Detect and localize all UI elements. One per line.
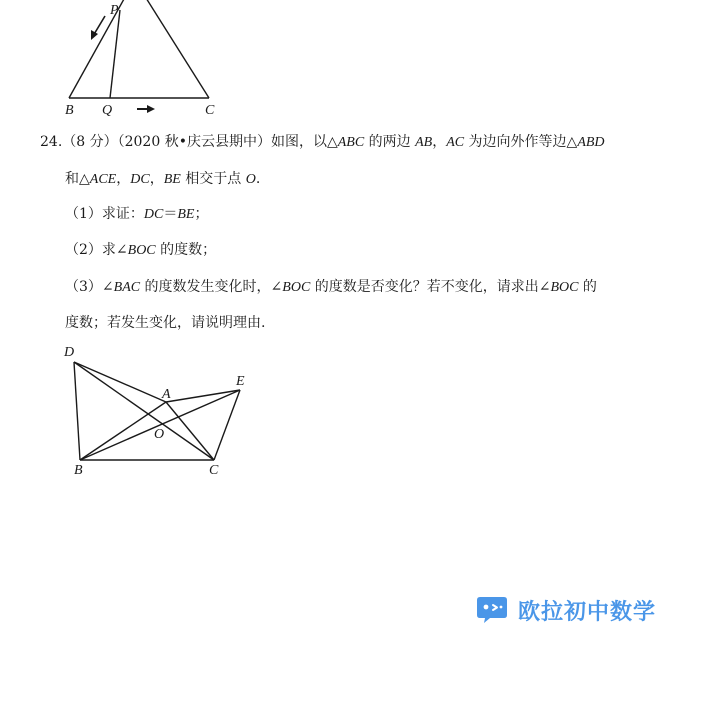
text: .	[255, 171, 261, 187]
text: 的度数发生变化时，∠	[140, 279, 283, 295]
var-ac: AC	[446, 135, 465, 150]
text: 24.（8 分）（2020 秋•庆云县期中）如图，以△	[40, 134, 338, 150]
text: ，	[149, 171, 164, 187]
label-a: A	[162, 387, 171, 402]
bottom-triangles-figure	[60, 340, 260, 480]
var-boc: BOC	[127, 243, 156, 258]
var-be: BE	[177, 207, 195, 222]
text: 度数；若发生变化，请说明理由.	[65, 315, 266, 331]
var-boc: BOC	[282, 280, 311, 295]
text: 为边向外作等边△	[464, 134, 578, 150]
label-e: E	[236, 374, 245, 389]
side-ac	[141, 0, 209, 98]
text: 相交于点	[180, 171, 246, 187]
segment-ec	[214, 390, 240, 460]
text: （2）求∠	[65, 242, 128, 258]
var-boc: BOC	[550, 280, 579, 295]
segment-pq	[110, 10, 120, 98]
var-o: O	[245, 172, 256, 187]
var-ace: ACE	[89, 172, 117, 187]
label-b: B	[74, 463, 83, 478]
text: 的两边	[364, 134, 416, 150]
brand-watermark	[476, 592, 656, 628]
segment-be	[80, 390, 240, 460]
label-p: P	[110, 3, 119, 18]
label-q: Q	[102, 103, 113, 118]
text: 的度数；	[155, 242, 217, 258]
segment-ae	[166, 390, 240, 402]
segment-da	[74, 362, 166, 402]
label-c: C	[205, 103, 215, 118]
var-abd: ABD	[577, 135, 605, 150]
text: 的	[578, 279, 597, 295]
arrow-right-icon	[137, 105, 155, 113]
question-3	[65, 277, 597, 298]
text: 的度数是否变化？若不变化，请求出∠	[310, 279, 551, 295]
question-3-cont	[65, 313, 265, 333]
label-c: C	[209, 463, 219, 478]
label-d: D	[64, 345, 75, 360]
text: ；	[194, 206, 209, 222]
text: ，	[116, 171, 131, 187]
text: （3）∠	[65, 279, 114, 295]
var-dc: DC	[130, 172, 150, 187]
question-1	[65, 204, 208, 225]
problem-line-2	[65, 169, 260, 190]
text: （1）求证：	[65, 206, 144, 222]
label-o: O	[154, 427, 165, 442]
var-dc: DC	[143, 207, 164, 222]
question-2	[65, 240, 216, 261]
var-bac: BAC	[113, 280, 141, 295]
problem-line-1	[40, 132, 605, 153]
text: 和△	[65, 171, 90, 187]
segment-db	[74, 362, 80, 460]
chat-bubble-icon	[476, 595, 508, 625]
text: ＝	[163, 206, 178, 222]
var-be: BE	[163, 172, 181, 187]
label-b: B	[65, 103, 74, 118]
var-abc: ABC	[337, 135, 365, 150]
text: ，	[432, 134, 447, 150]
var-ab: AB	[415, 135, 433, 150]
brand-text: 欧拉初中数学	[518, 599, 657, 625]
top-triangle-figure	[55, 0, 235, 118]
